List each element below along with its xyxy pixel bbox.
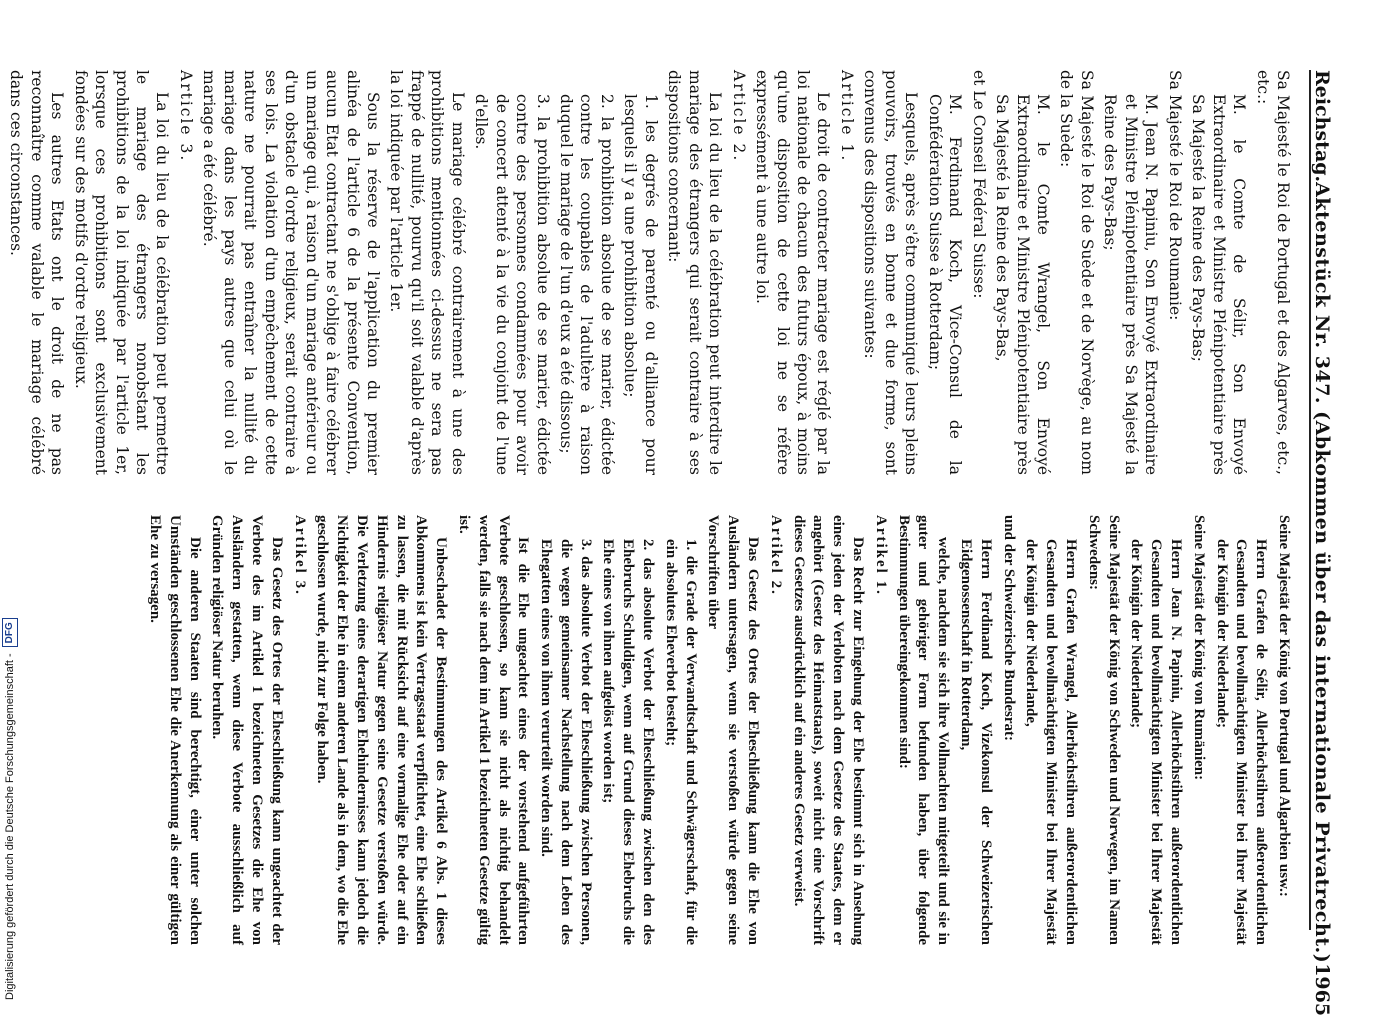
french-paragraph: Lesquels, après s'être communiqué leurs pleins pouvoirs, trouvés en bonne et due forme, sont convenus des dispositions suivantes:: [861, 70, 921, 475]
german-paragraph: Ist die Ehe ungeachtet eines der vorstehend aufgeführten Verbote geschlossen, so kann sie nicht als nichtig behandelt werden, falls sie nach dem im Artikel 1 bezeichneten Gesetze gültig ist.: [455, 515, 532, 945]
german-paragraph: Seine Majestät der König von Rumänien:: [1190, 515, 1207, 781]
running-head-left: Reichstag.: [1311, 70, 1333, 183]
german-paragraph: 2. das absolute Verbot der Eheschließung zwischen den des Ehebruchs Schuldigen, wenn auf Grund dieses Ehebruchs die Ehe eines von ihnen aufgelöst worden ist;: [600, 539, 657, 945]
german-paragraph: Herrn Grafen de Sélir, Allerhöchstihren außerordentlichen Gesandten und bevollmächtigten Minister bei Ihrer Majestät der Königin der Niederlande;: [1213, 539, 1270, 945]
dfg-logo: DFG: [2, 618, 18, 647]
german-paragraph: Die anderen Staaten sind berechtigt, einer unter solchen Umständen geschlossenen Ehe die Anerkennung als einer gültigen Ehe zu versagen.: [146, 515, 203, 945]
german-paragraph: Seine Majestät der König von Portugal und Algarbien usw.:: [1276, 515, 1292, 897]
french-paragraph: Sous la réserve de l'application du premier alinéa de l'article 6 de la présente Convention, aucun Etat contractant ne s'oblige à faire célébrer un mariage qui, à raison d'un mariage antérieur ou d'un obstacle d'ordre religieux, serait contraire à ses lois. La violation d'un empêchement de cette nature ne pourrait pas entraîner la nullité du mariage dans les pays autres que celui où le mariage a été célébré.: [200, 70, 382, 475]
german-column: [141, 515, 1293, 945]
french-paragraph: La loi du lieu de la célébration peut permettre le mariage des étrangers nonobstant les prohibitions de la loi indiquée par l'article 1er, lorsque ces prohibitions sont exclusivement fondées sur des motifs d'ordre religieux.: [71, 70, 172, 475]
french-article-heading: Article 3.: [176, 70, 195, 163]
french-paragraph: M. Jean N. Papiniu, Son Envoyé Extraordinaire et Ministre Plénipotentiaire près Sa Majesté la Reine des Pays-Bas;: [1101, 94, 1161, 475]
french-article-heading: Article 1.: [837, 70, 856, 163]
german-article-heading: Artikel 3.: [291, 515, 308, 596]
french-paragraph: 2. la prohibition absolue de se marier, édictée contre les coupables de l'adultère à raison duquel le mariage de l'un d'eux a été dissous;: [557, 94, 616, 475]
german-paragraph: Herrn Grafen Wrangel, Allerhöchstihren außerordentlichen Gesandten und bevollmächtigten Minister bei Ihrer Majestät der Königin der Niederlande,: [1023, 539, 1080, 945]
french-paragraph: M. Ferdinand Koch, Vice-Consul de la Confédération Suisse à Rotterdam;: [925, 94, 965, 475]
footer-text: Digitalisierung gefördert durch die Deutsche Forschungsgemeinschaft -: [4, 653, 16, 1000]
running-head: [1309, 70, 1355, 1016]
german-paragraph: Unbeschadet der Bestimmungen des Artikel 6 Abs. 1 dieses Abkommens ist kein Vertragsstaat verpflichtet, eine Ehe schließen zu lassen, die mit Rücksicht auf eine vormalige Ehe oder auf ein Hindernis religiöser Natur gegen seine Gesetze verstoßen würde. Die Verletzung eines derartigen Ehehindernisses kann jedoch die Nichtigkeit der Ehe in einem anderen Lande als in dem, wo die Ehe geschlossen wurde, nicht zur Folge haben.: [314, 515, 450, 945]
french-paragraph: Les autres Etats ont le droit de ne pas reconnaître comme valable le mariage célébré dans ces circonstances.: [7, 70, 67, 475]
german-paragraph: 1. die Grade der Verwandtschaft und Schwägerschaft, für die ein absolutes Eheverbot besteht;: [662, 539, 699, 945]
french-article-heading: Article 2.: [729, 70, 748, 163]
french-paragraph: Le mariage célébré contrairement à une des prohibitions mentionnées ci-dessus ne sera pas frappé de nullité, pourvu qu'il soit valable d'après la loi indiquée par l'article 1er.: [387, 70, 467, 475]
german-paragraph: welche, nachdem sie sich ihre Vollmachten mitgeteilt und sie in guter und gehöriger Form befunden haben, über folgende Bestimmungen übereingekommen sind:: [895, 515, 952, 945]
german-paragraph: 3. das absolute Verbot der Eheschließung zwischen Personen, die wegen gemeinsamer Nachstellung nach dem Leben des Ehegatten eines von ihnen verurteilt worden sind.: [538, 539, 594, 945]
french-paragraph: Sa Majesté le Roi de Roumanie:: [1165, 70, 1184, 321]
german-paragraph: Herrn Ferdinand Koch, Vizekonsul der Schweizerischen Eidgenossenschaft in Rotterdam,: [958, 539, 994, 945]
page-number: 1965: [1311, 963, 1333, 1016]
german-paragraph: Das Gesetz des Ortes der Eheschließung kann ungeachtet der Verbote des im Artikel 1 bezeichneten Gesetzes die Ehe von Ausländern gestatten, wenn diese Verbote ausschließlich auf Gründen religiöser Natur beruhen.: [209, 515, 285, 945]
french-column: [3, 70, 1293, 475]
french-paragraph: La loi du lieu de la célébration peut interdire le mariage des étrangers qui serait contraire à ses dispositions concernant:: [665, 70, 725, 475]
digitization-footer: [0, 0, 22, 1000]
german-paragraph: Seine Majestät der König von Schweden und Norwegen, im Namen Schwedens:: [1085, 515, 1122, 945]
running-head-title: Aktenstück Nr. 347. (Abkommen über das internationale Privatrecht.): [1311, 182, 1333, 964]
german-article-heading: Artikel 1.: [872, 515, 889, 596]
french-paragraph: M. le Comte Wrangel, Son Envoyé Extraordinaire et Ministre Plénipotentiaire près Sa Majesté la Reine des Pays-Bas,: [993, 94, 1053, 475]
french-paragraph: M. le Comte de Sélir, Son Envoyé Extraordinaire et Ministre Plénipotentiaire près Sa Majesté la Reine des Pays-Bas;: [1189, 94, 1249, 475]
french-paragraph: 1. les degrés de parenté ou d'alliance pour lesquels il y a une prohibition absolue;: [621, 94, 660, 475]
french-paragraph: et Le Conseil Fédéral Suisse:: [969, 70, 988, 299]
german-article-heading: Artikel 2.: [767, 515, 784, 596]
french-paragraph: 3. la prohibition absolue de se marier, édictée contre des personnes condamnées pour avoir de concert attenté à la vie du conjoint de l'une d'elles.: [472, 94, 552, 475]
french-paragraph: Le droit de contracter mariage est réglé par la loi nationale de chacun des futurs époux, à moins qu'une disposition de cette loi ne se réfère expressément à une autre loi.: [753, 70, 833, 475]
french-paragraph: Sa Majesté le Roi de Portugal et des Algarves, etc., etc.:: [1253, 70, 1292, 475]
german-paragraph: Herrn Jean N. Papiniu, Allerhöchstihren außerordentlichen Gesandten und bevollmächtigten Minister bei Ihrer Majestät der Königin der Niederlande;: [1128, 539, 1185, 945]
french-paragraph: Sa Majesté le Roi de Suède et de Norvège, au nom de la Suède:: [1057, 70, 1096, 475]
german-paragraph: Das Gesetz des Ortes der Eheschließung kann die Ehe von Ausländern untersagen, wenn sie verstoßen würde gegen seine Vorschriften über: [705, 515, 762, 945]
german-paragraph: und der Schweizerische Bundesrat:: [1000, 515, 1017, 741]
german-paragraph: Das Recht zur Eingehung der Ehe bestimmt sich in Ansehung eines jeden der Verlobten nach dem Gesetze des Staates, dem er angehört (Gesetz des Heimatstaats), soweit nicht eine Vorschrift dieses Gesetzes ausdrücklich auf ein anderes Gesetz verweist.: [790, 515, 867, 945]
